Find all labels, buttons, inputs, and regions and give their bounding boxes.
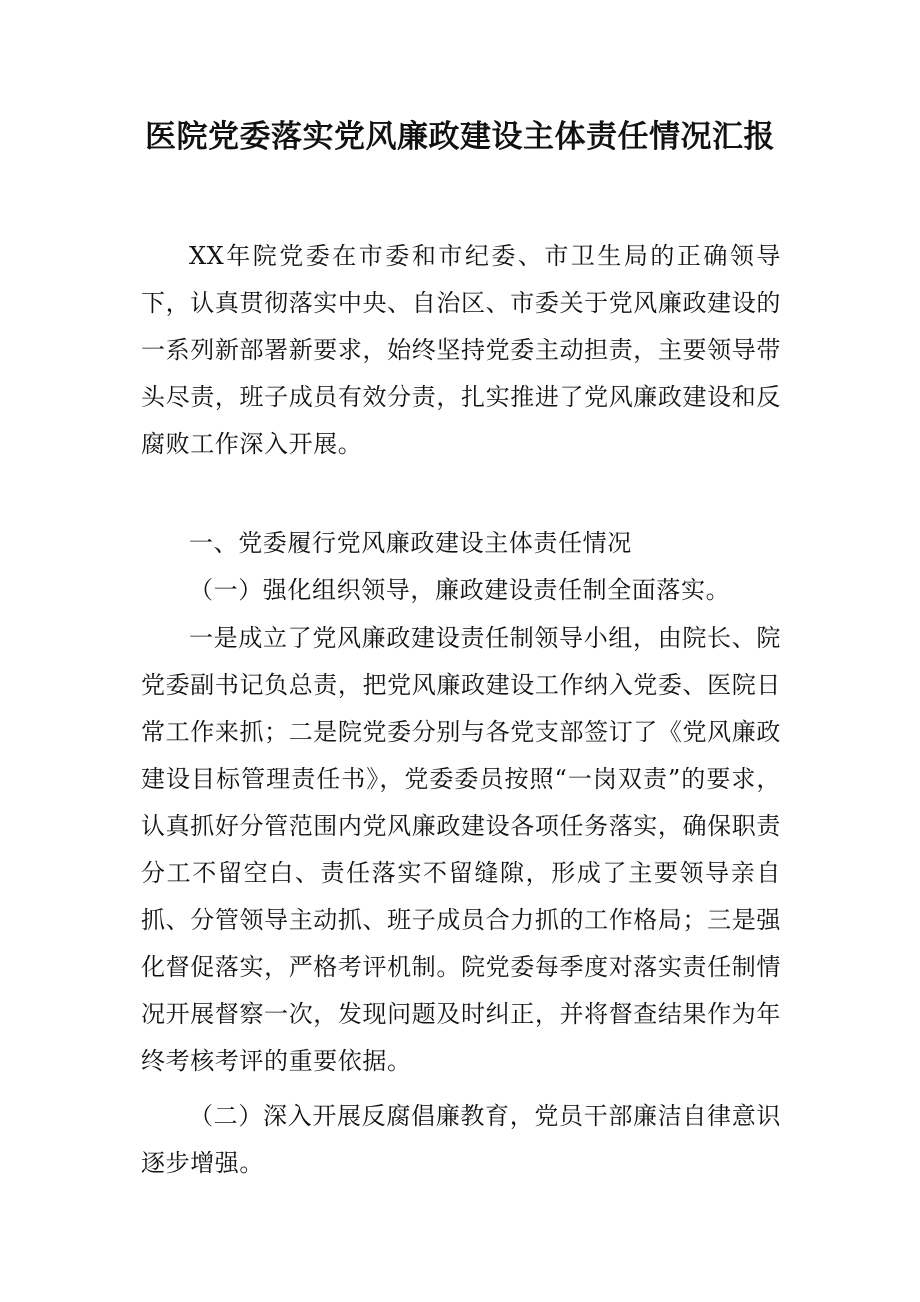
subsection-body-1: 一是成立了党风廉政建设责任制领导小组，由院长、院党委副书记负总责，把党风廉政建设工作纳入党委、医院日常工作来抓；二是院党委分别与各党支部签订了《党风廉政建设目标管理责任书》，党委委员按照“一岗双责”的要求，认真抓好分管范围内党风廉政建设各项任务落实，确保职责分工不留空白、责任落实不留缝隙，形成了主要领导亲自抓、分管领导主动抓、班子成员合力抓的工作格局；三是强化督促落实，严格考评机制。院党委每季度对落实责任制情况开展督察一次，发现问题及时纠正，并将督查结果作为年终考核考评的重要依据。	[141, 624, 781, 1075]
section-heading-1: 一、党委履行党风廉政建设主体责任情况	[189, 529, 632, 557]
subsection-heading-1: （一）强化组织领导，廉政建设责任制全面落实。	[189, 576, 731, 604]
subsection-heading-2: （二）深入开展反腐倡廉教育，党员干部廉洁自律意识逐步增强。	[141, 1102, 781, 1177]
document-title: 医院党委落实党风廉政建设主体责任情况汇报	[145, 119, 775, 155]
intro-paragraph: XX年院党委在市委和市纪委、市卫生局的正确领导下，认真贯彻落实中央、自治区、市委关于党风廉政建设的一系列新部署新要求，始终坚持党委主动担责，主要领导带头尽责，班子成员有效分责，扎实推进了党风廉政建设和反腐败工作深入开展。	[141, 242, 781, 458]
